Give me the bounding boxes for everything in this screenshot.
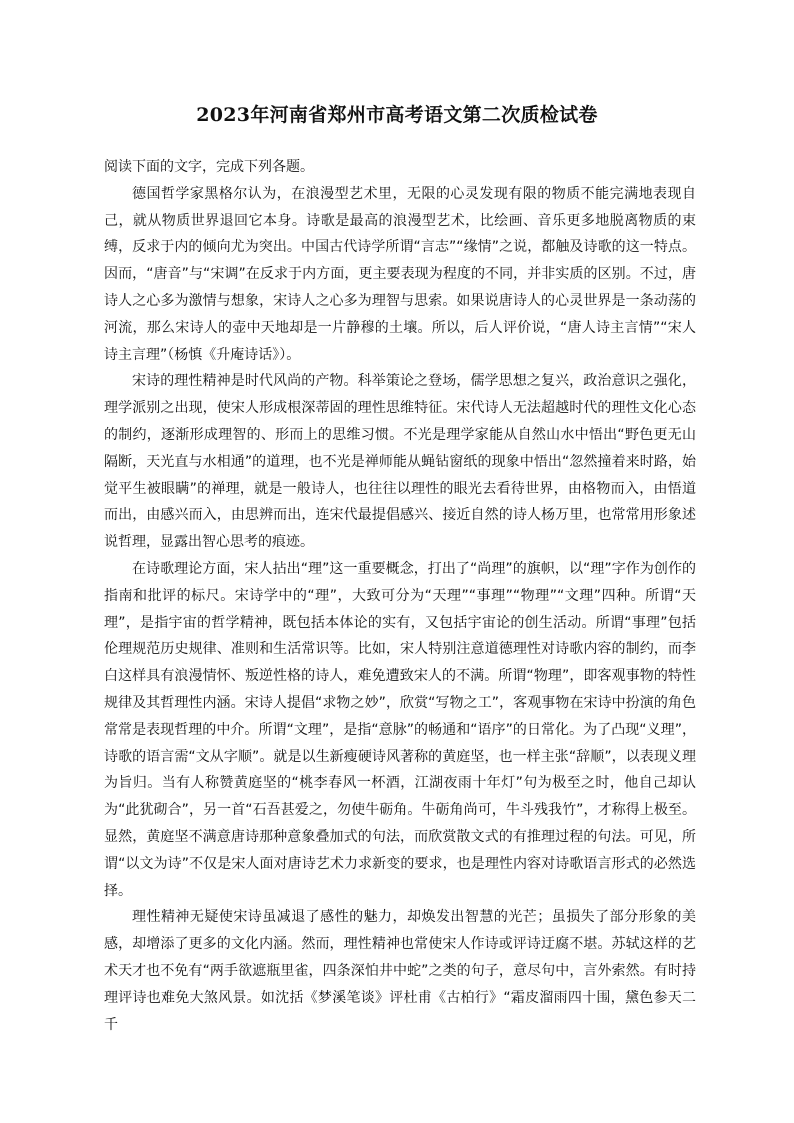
paragraph-1: 德国哲学家黑格尔认为，在浪漫型艺术里，无限的心灵发现有限的物质不能完满地表现自己，就从物质世界退回它本身。诗歌是最高的浪漫型艺术，比绘画、音乐更多地脱离物质的束缚，反求于内的倾向尤为突出。中国古代诗学所谓“言志”“缘情”之说，都触及诗歌的这一特点。因而，“唐音”与“宋调”在反求于内方面，更主要表现为程度的不同，并非实质的区别。不过，唐诗人之心多为激情与想象，宋诗人之心多为理智与思索。如果说唐诗人的心灵世界是一条动荡的河流，那么宋诗人的壶中天地却是一片静穆的土壤。所以，后人评价说，“唐人诗主言情”“宋人诗主言理”（杨慎《升庵诗话》）。 bbox=[104, 185, 696, 363]
document-title: 2023年河南省郑州市高考语文第二次质检试卷 bbox=[196, 104, 598, 126]
paragraph-4: 理性精神无疑使宋诗虽减退了感性的魅力，却焕发出智慧的光芒；虽损失了部分形象的美感，却增添了更多的文化内涵。然而，理性精神也常使宋人作诗或评诗迂腐不堪。苏轼这样的艺术天才也不免有“两手欲遮瓶里雀，四条深怕井中蛇”之类的句子，意尽句中，言外索然。有时持理评诗也难免大煞风景。如沈括《梦溪笔谈》评杜甫《古柏行》“霜皮溜雨四十围，黛色参天二千 bbox=[104, 909, 696, 1033]
paragraph-3: 在诗歌理论方面，宋人拈出“理”这一重要概念，打出了“尚理”的旗帜，以“理”字作为创作的指南和批评的标尺。宋诗学中的“理”，大致可分为“天理”“事理”“物理”“文理”四种。所谓“天理”，是指宇宙的哲学精神，既包括本体论的实有，又包括宇宙论的创生活动。所谓“事理”包括伦理规范历史规律、准则和生活常识等。比如，宋人特别注意道德理性对诗歌内容的制约，而李白这样具有浪漫情怀、叛逆性格的诗人，难免遭致宋人的不满。所谓“物理”，即客观事物的特性规律及其哲理性内涵。宋诗人提倡“求物之妙”，欣赏“写物之工”，客观事物在宋诗中扮演的角色常常是表现哲理的中介。所谓“文理”，是指“意脉”的畅通和“语序”的日常化。为了凸现“义理”，诗歌的语言需“文从字顺”。就是以生新瘦硬诗风著称的黄庭坚，也一样主张“辞顺”，以表现义理为旨归。当有人称赞黄庭坚的“桃李春风一杯酒，江湖夜雨十年灯”句为极至之时，他自己却认为“此犹砌合”，另一首“石吾甚爱之，勿使牛砺角。牛砺角尚可，牛斗残我竹”，才称得上极至。显然，黄庭坚不满意唐诗那种意象叠加式的句法，而欣赏散文式的有推理过程的句法。可见，所谓“以文为诗”不仅是宋人面对唐诗艺术力求新变的要求，也是理性内容对诗歌语言形式的必然选择。 bbox=[104, 560, 696, 899]
instruction-text: 阅读下面的文字，完成下列各题。 bbox=[104, 159, 314, 175]
reading-passage bbox=[104, 154, 696, 1038]
paragraph-2: 宋诗的理性精神是时代风尚的产物。科举策论之登场，儒学思想之复兴，政治意识之强化，理学派别之出现，使宋人形成根深蒂固的理性思维特征。宋代诗人无法超越时代的理性文化心态的制约，逐渐形成理智的、形而上的思维习惯。不光是理学家能从自然山水中悟出“野色更无山隔断，天光直与水相通”的道理，也不光是禅师能从蝇钻窗纸的现象中悟出“忽然撞着来时路，始觉平生被眼瞒”的禅理，就是一般诗人，也往往以理性的眼光去看待世界，由格物而入，由悟道而出，由感兴而入，由思辨而出，连宋代最提倡感兴、接近自然的诗人杨万里，也常常用形象述说哲理，显露出智心思考的痕迹。 bbox=[104, 373, 696, 551]
